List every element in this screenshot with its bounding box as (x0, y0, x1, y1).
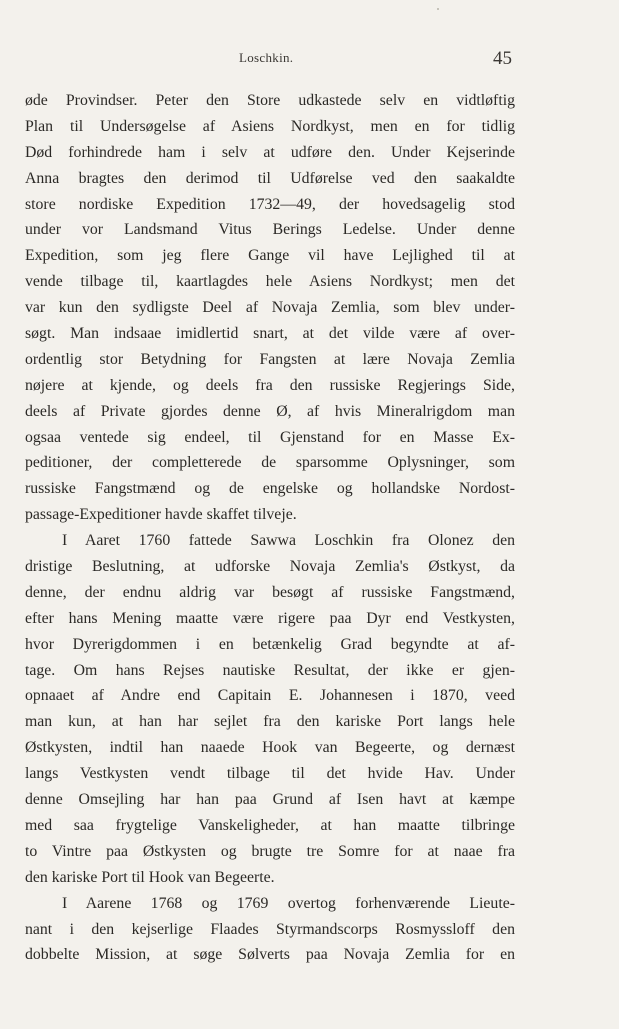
text-line: denne, der endnu aldrig var besøgt af russiske Fangstmænd, (25, 583, 515, 601)
paragraph (25, 891, 515, 969)
text-line: nøjere at kjende, og deels fra den russiske Regjerings Side, (25, 376, 515, 394)
text-line: denne Omsejling har han paa Grund af Isen havt at kæmpe (25, 791, 515, 809)
text-line: Død forhindrede ham i selv at udføre den. Under Kejserinde (25, 143, 515, 161)
text-line: man kun, at han har sejlet fra den kariske Port langs hele (25, 713, 515, 731)
text-line: øde Provindser. Peter den Store udkastede selv en vidtløftig (25, 92, 515, 109)
text-line: dobbelte Mission, at søge Sølverts paa Novaja Zemlia for en (25, 946, 515, 964)
text-line: Expedition, som jeg flere Gange vil have Lejlighed til at (25, 247, 515, 265)
text-line: efter hans Mening maatte være rigere paa Dyr end Vestkysten, (25, 609, 515, 627)
text-line: søgt. Man indsaae imidlertid snart, at det vilde være af over- (25, 325, 515, 343)
text-line: deels af Private gjordes denne Ø, af hvis Mineralrigdom man (25, 402, 515, 420)
page-header (0, 44, 619, 74)
paragraph (25, 528, 515, 890)
page-number: 45 (493, 48, 512, 69)
text-line: Østkysten, indtil han naaede Hook van Begeerte, og dernæst (25, 739, 515, 757)
text-line: peditioner, der completterede de sparsomme Oplysninger, som (25, 454, 515, 472)
text-line: dristige Beslutning, at udforske Novaja Zemlia's Østkyst, da (25, 558, 515, 576)
text-line: var kun den sydligste Deel af Novaja Zemlia, som blev under- (25, 299, 515, 317)
paragraph (25, 88, 515, 528)
text-line: russiske Fangstmænd og de engelske og hollandske Nordost- (25, 480, 515, 498)
text-line: tage. Om hans Rejses nautiske Resultat, der ikke er gjen- (25, 661, 515, 679)
body-text (25, 88, 515, 968)
text-line: store nordiske Expedition 1732—49, der hovedsagelig stod (25, 195, 515, 213)
text-line: vende tilbage til, kaartlagdes hele Asiens Nordkyst; men det (25, 273, 515, 291)
running-title: Loschkin. (239, 50, 294, 65)
text-line: hvor Dyrerigdommen i en betænkelig Grad begyndte at af- (25, 635, 515, 653)
text-line: ogsaa ventede sig endeel, til Gjenstand for en Masse Ex- (25, 428, 515, 446)
text-line: to Vintre paa Østkysten og brugte tre Somre for at naae fra (25, 842, 515, 860)
text-line: Plan til Undersøgelse af Asiens Nordkyst, men en for tidlig (25, 117, 515, 135)
text-line: ordentlig stor Betydning for Fangsten at lære Novaja Zemlia (25, 350, 515, 368)
text-line: Anna bragtes den derimod til Udførelse ved den saakaldte (25, 169, 515, 187)
text-line: under vor Landsmand Vitus Berings Ledelse. Under denne (25, 221, 515, 239)
text-line: den kariske Port til Hook van Begeerte. (25, 868, 275, 886)
text-line: opnaaet af Andre end Capitain E. Johannesen i 1870, veed (25, 687, 515, 705)
text-line: I Aaret 1760 fattede Sawwa Loschkin fra Olonez den (62, 532, 515, 550)
text-line: nant i den kejserlige Flaades Styrmandscorps Rosmyssloff den (25, 920, 515, 938)
paper-speck (437, 8, 439, 10)
text-line: I Aarene 1768 og 1769 overtog forhenværende Lieute- (62, 894, 515, 912)
text-line: med saa frygtelige Vanskeligheder, at han maatte tilbringe (25, 816, 515, 834)
text-line: langs Vestkysten vendt tilbage til det hvide Hav. Under (25, 765, 515, 783)
text-line: passage-Expeditioner havde skaffet tilveje. (25, 506, 297, 524)
